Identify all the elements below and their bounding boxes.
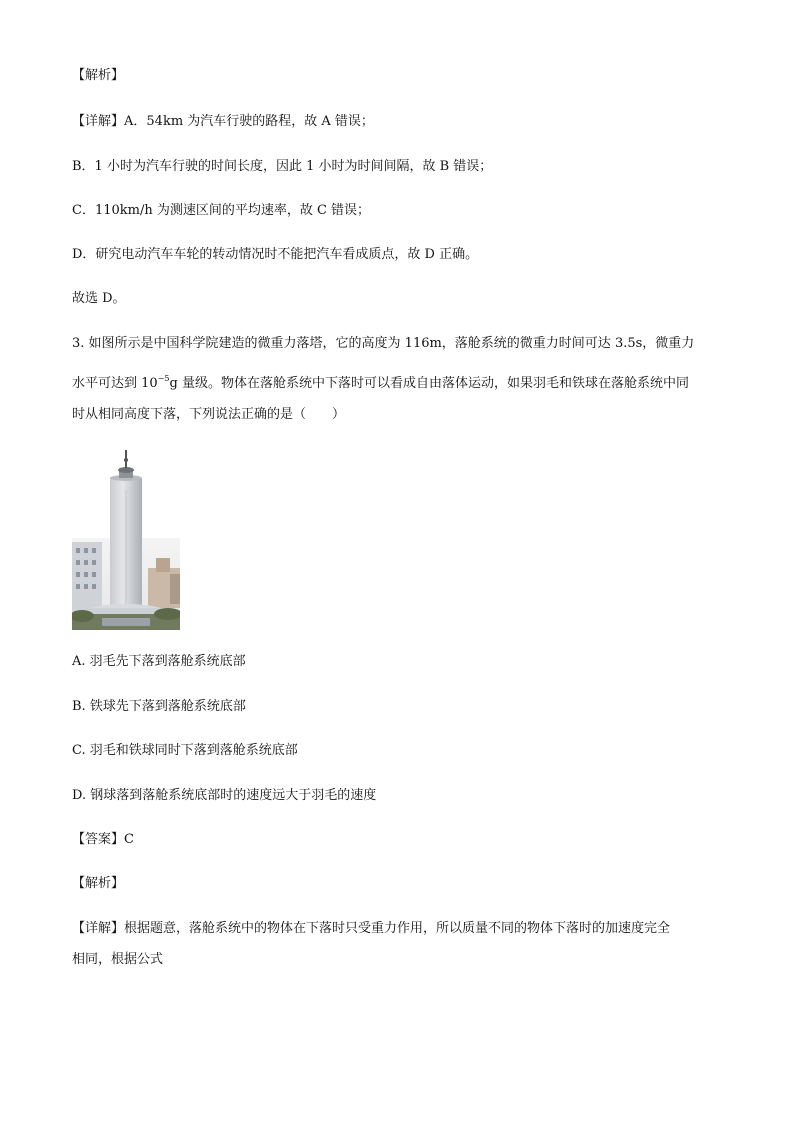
- option-c: C. 羽毛和铁球同时下落到落舱系统底部: [72, 743, 298, 758]
- question-3-line-2-post: g 量级。物体在落舱系统中下落时可以看成自由落体运动，如果羽毛和铁球在落舱系统中同: [169, 376, 689, 391]
- question-3-line-1: 3. 如图所示是中国科学院建造的微重力落塔，它的高度为 116m，落舱系统的微重力时间可达 3.5s，微重力: [72, 336, 695, 351]
- exponent: −5: [157, 374, 170, 383]
- option-d: D. 钢球落到落舱系统底部时的速度远大于羽毛的速度: [72, 788, 377, 803]
- drop-tower-photo: [72, 450, 180, 630]
- answer-value: C: [124, 832, 134, 847]
- analysis-heading-2: 【解析】: [72, 876, 125, 891]
- detail-2-label: 【详解】: [72, 921, 125, 936]
- detail-2-line-1: [72, 919, 670, 939]
- detail-line-c: C．110km/h 为测速区间的平均速率，故 C 错误；: [72, 203, 371, 218]
- question-3-line-2-pre: 水平可达到 10: [72, 376, 158, 391]
- option-b: B. 铁球先下落到落舱系统底部: [72, 699, 246, 714]
- detail-2-line-2: 相同，根据公式: [72, 952, 164, 967]
- answer-label: 【答案】: [72, 832, 125, 847]
- question-3-line-2: [72, 369, 689, 394]
- analysis-heading-1: 【解析】: [72, 68, 125, 83]
- detail-label: 【详解】: [72, 114, 125, 129]
- detail-line-b: B．1 小时为汽车行驶的时间长度，因此 1 小时为时间间隔，故 B 错误；: [72, 159, 493, 174]
- option-a: A. 羽毛先下落到落舱系统底部: [72, 654, 246, 669]
- detail-text: A．54km 为汽车行驶的路程，故 A 错误；: [124, 114, 374, 129]
- question-3-line-3: 时从相同高度下落，下列说法正确的是（ ）: [72, 407, 346, 422]
- answer-line: [72, 830, 134, 850]
- detail-line-a: [72, 112, 374, 132]
- conclusion-line: 故选 D。: [72, 291, 126, 306]
- detail-2-text: 根据题意，落舱系统中的物体在下落时只受重力作用，所以质量不同的物体下落时的加速度完全: [124, 921, 671, 936]
- detail-line-d: D．研究电动汽车车轮的转动情况时不能把汽车看成质点，故 D 正确。: [72, 247, 479, 262]
